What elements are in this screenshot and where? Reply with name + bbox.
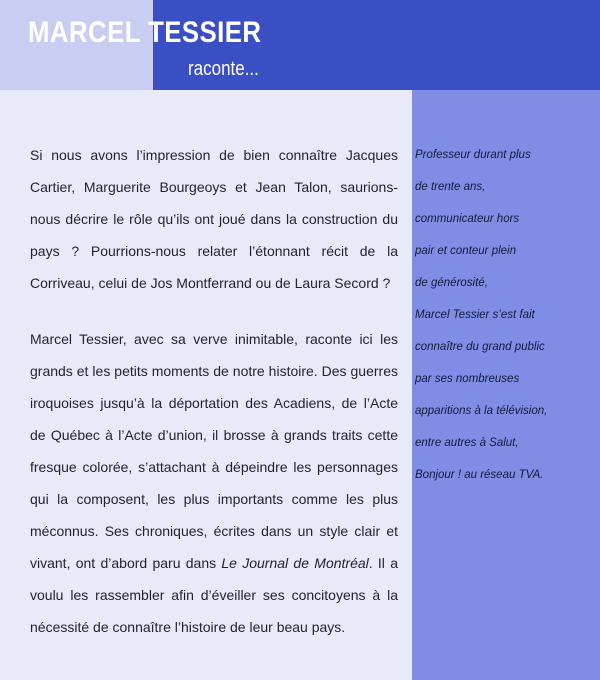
- author-title: MARCEL TESSIER: [28, 16, 262, 49]
- paragraph-1: Si nous avons l’impression de bien connaître Jacques Cartier, Marguerite Bourgeoys et Jean Talon, saurions-nous décrire le rôle qu’ils ont joué dans la construction du pays ? Pourrions-nous relater l’étonnant récit de la Corriveau, celui de Jos Montferrand ou de Laura Secord ?: [30, 147, 398, 291]
- sidebar-line: entre autres à Salut,: [415, 437, 519, 449]
- sidebar-line: connaître du grand public: [415, 341, 545, 353]
- subtitle: raconte...: [188, 58, 259, 80]
- sidebar-text: [415, 139, 597, 491]
- sidebar-line: pair et conteur plein: [415, 245, 517, 257]
- sidebar-line: par ses nombreuses: [415, 373, 520, 385]
- sidebar-line: Bonjour ! au réseau TVA.: [415, 469, 544, 481]
- paragraph-2: [30, 323, 398, 643]
- newspaper-title: Le Journal de Montréal: [221, 555, 369, 571]
- paragraph-2-end: . Il a voulu les rassembler afin d’éveiller ses concitoyens à la nécessité de connaître l’histoire de leur beau pays.: [30, 555, 398, 635]
- sidebar-line: de trente ans,: [415, 181, 486, 193]
- paragraph-2-start: Marcel Tessier, avec sa verve inimitable, raconte ici les grands et les petits moments de notre histoire. Des guerres iroquoises jusqu’à la déportation des Acadiens, de l’Acte de Québec à l’Acte d’union, il brosse à grands traits cette fresque colorée, s’attachant à dépeindre les personnages qui la composent, les plus importants comme les plus méconnus. Ses chroniques, écrites dans un style clair et vivant, ont d’abord paru dans: [30, 331, 398, 571]
- main-text: [30, 139, 398, 667]
- sidebar-line: de générosité,: [415, 277, 488, 289]
- sidebar-line: Professeur durant plus: [415, 149, 531, 161]
- sidebar-line: apparitions à la télévision,: [415, 405, 548, 417]
- sidebar-line: Marcel Tessier s’est fait: [415, 309, 535, 321]
- sidebar-line: communicateur hors: [415, 213, 520, 225]
